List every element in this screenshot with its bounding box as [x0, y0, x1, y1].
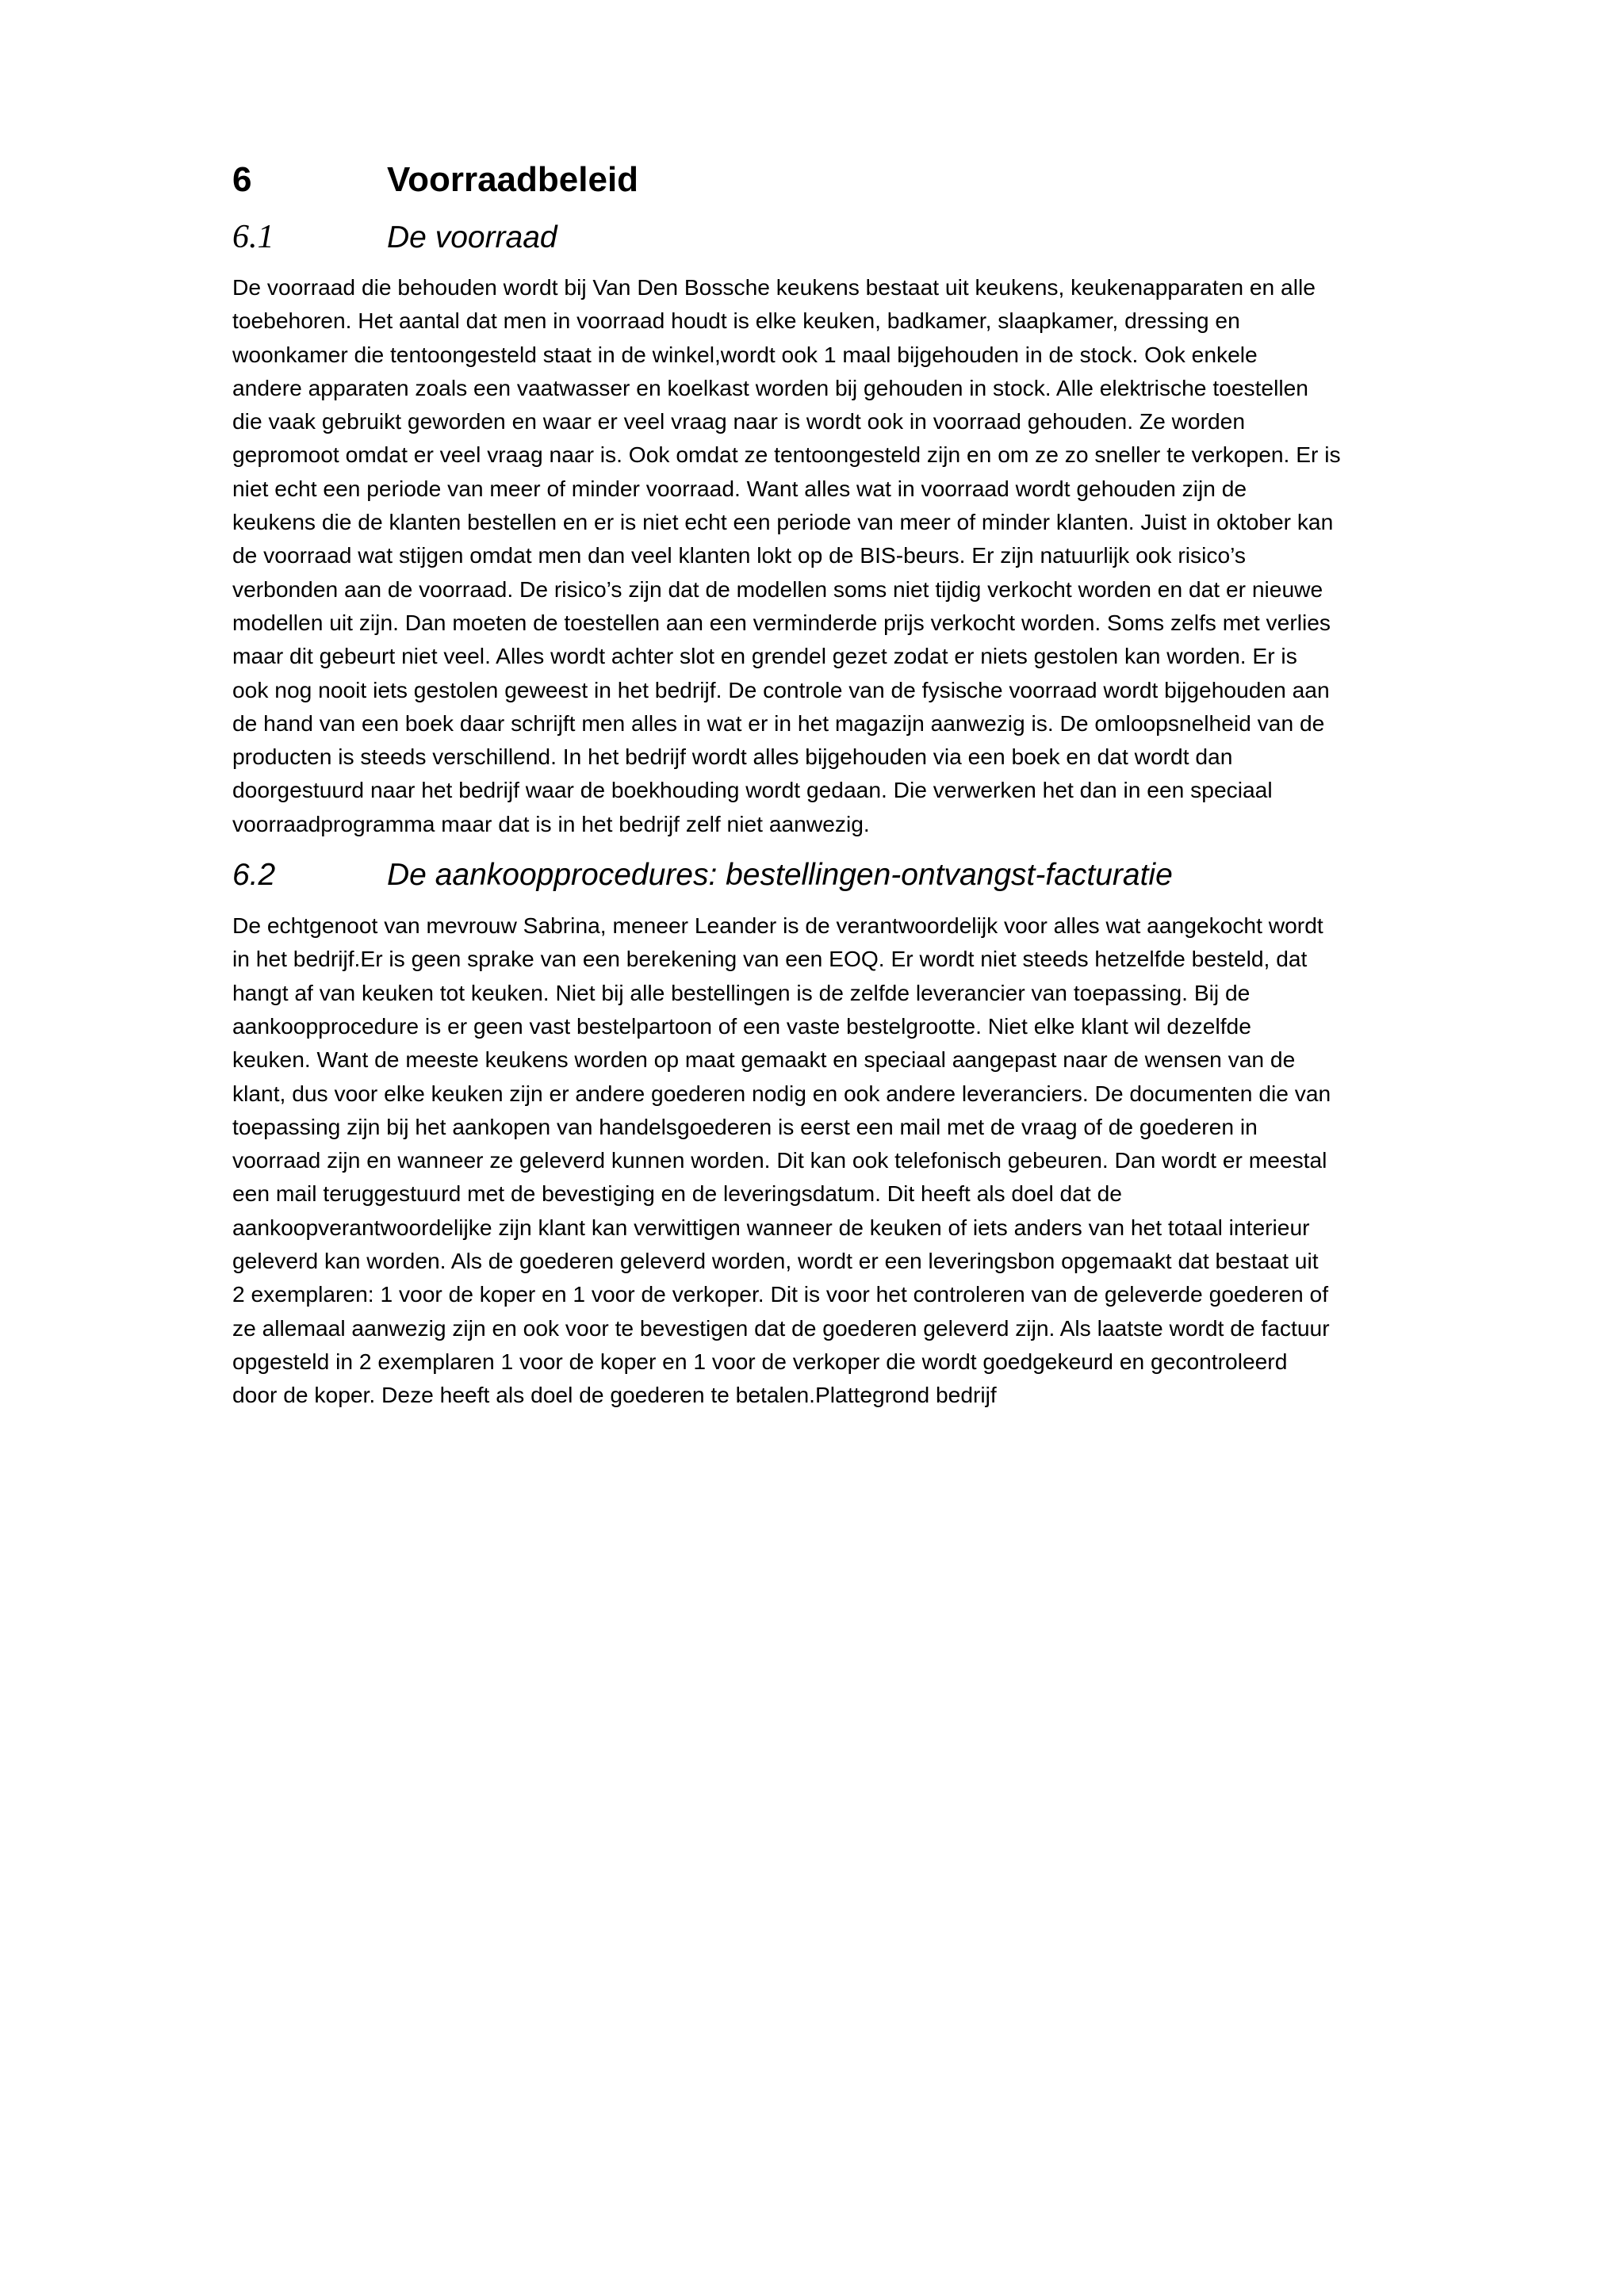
text-line: de hand van een boek daar schrijft men alles in wat er in het magazijn aanwezig is. De omloopsnelheid van de — [232, 710, 1325, 736]
section-number: 6.2 — [232, 858, 276, 893]
section-heading-6-2 — [232, 853, 1477, 897]
text-line: een mail teruggestuurd met de bevestiging en de leveringsdatum. Dit heeft als doel dat de — [232, 1181, 1122, 1207]
document-page — [232, 155, 1477, 1412]
text-line: gepromoot omdat er veel vraag naar is. Ook omdat ze tentoongesteld zijn en om ze zo sneller te verkopen. Er is — [232, 442, 1341, 468]
section-title: De voorraad — [387, 220, 557, 254]
chapter-number: 6 — [232, 160, 252, 199]
text-line: maar dit gebeurt niet veel. Alles wordt achter slot en grendel gezet zodat er niets gestolen kan worden. Er is — [232, 643, 1297, 669]
text-line: in het bedrijf.Er is geen sprake van een berekening van een EOQ. Er wordt niet steeds hetzelfde besteld, dat — [232, 946, 1308, 972]
text-line: niet echt een periode van meer of minder voorraad. Want alles wat in voorraad wordt gehouden zijn de — [232, 475, 1247, 501]
text-line: De echtgenoot van mevrouw Sabrina, meneer Leander is de verantwoordelijk voor alles wat aangekocht wordt — [232, 913, 1323, 939]
text-line: door de koper. Deze heeft als doel de goederen te betalen.Plattegrond bedrijf — [232, 1382, 997, 1408]
text-line: modellen uit zijn. Dan moeten de toestellen aan een verminderde prijs verkocht worden. Soms zelfs met verlies — [232, 609, 1331, 635]
chapter-title: Voorraadbeleid — [387, 160, 639, 199]
text-line: keuken. Want de meeste keukens worden op maat gemaakt en speciaal aangepast naar de wensen van de — [232, 1047, 1296, 1073]
chapter-heading — [232, 155, 1477, 205]
text-line: andere apparaten zoals een vaatwasser en koelkast worden bij gehouden in stock. Alle elektrische toestellen — [232, 374, 1308, 400]
section-6-1-paragraph — [232, 270, 1477, 840]
text-line: aankoopverantwoordelijke zijn klant kan verwittigen wanneer de keuken of iets anders van het totaal interieur — [232, 1214, 1310, 1240]
text-line: voorraadprogramma maar dat is in het bedrijf zelf niet aanwezig. — [232, 810, 870, 836]
text-line: producten is steeds verschillend. In het bedrijf wordt alles bijgehouden via een boek en dat wordt dan — [232, 744, 1233, 770]
text-line: opgesteld in 2 exemplaren 1 voor de koper en 1 voor de verkoper die wordt goedgekeurd en gecontroleerd — [232, 1348, 1288, 1374]
text-line: ze allemaal aanwezig zijn en ook voor te bevestigen dat de goederen geleverd zijn. Als laatste wordt de factuur — [232, 1314, 1330, 1341]
section-number: 6.1 — [232, 219, 274, 255]
text-line: verbonden aan de voorraad. De risico’s zijn dat de modellen soms niet tijdig verkocht worden en dat er nieuwe — [232, 576, 1323, 602]
text-line: toebehoren. Het aantal dat men in voorraad houdt is elke keuken, badkamer, slaapkamer, dressing en — [232, 308, 1240, 334]
text-line: geleverd kan worden. Als de goederen geleverd worden, wordt er een leveringsbon opgemaakt dat bestaat uit — [232, 1248, 1319, 1274]
section-6-2-paragraph — [232, 909, 1477, 1411]
section-title: De aankoopprocedures: bestellingen-ontvangst-facturatie — [387, 858, 1173, 893]
text-line: klant, dus voor elke keuken zijn er andere goederen nodig en ook andere leveranciers. De documenten die van — [232, 1080, 1331, 1106]
text-line: die vaak gebruikt geworden en waar er veel vraag naar is wordt ook in voorraad gehouden. Ze worden — [232, 408, 1246, 434]
text-line: De voorraad die behouden wordt bij Van Den Bossche keukens bestaat uit keukens, keukenapparaten en alle — [232, 274, 1316, 300]
text-line: woonkamer die tentoongesteld staat in de winkel,wordt ook 1 maal bijgehouden in de stock. Ook enkele — [232, 341, 1258, 367]
text-line: voorraad zijn en wanneer ze geleverd kunnen worden. Dit kan ook telefonisch gebeuren. Dan wordt er meestal — [232, 1147, 1327, 1173]
text-line: doorgestuurd naar het bedrijf waar de boekhouding wordt gedaan. Die verwerken het dan in een speciaal — [232, 777, 1273, 803]
text-line: ook nog nooit iets gestolen geweest in het bedrijf. De controle van de fysische voorraad wordt bijgehouden aan — [232, 676, 1330, 702]
text-line: de voorraad wat stijgen omdat men dan veel klanten lokt op de BIS-beurs. Er zijn natuurlijk ook risico’s — [232, 542, 1246, 568]
text-line: 2 exemplaren: 1 voor de koper en 1 voor de verkoper. Dit is voor het controleren van de geleverde goederen of — [232, 1281, 1329, 1307]
text-line: toepassing zijn bij het aankopen van handelsgoederen is eerst een mail met de vraag of de goederen in — [232, 1113, 1258, 1139]
text-line: hangt af van keuken tot keuken. Niet bij alle bestellingen is de zelfde leverancier van toepassing. Bij de — [232, 979, 1251, 1005]
text-line: aankoopprocedure is er geen vast bestelpartoon of een vaste bestelgrootte. Niet elke klant wil dezelfde — [232, 1012, 1251, 1039]
section-heading-6-1 — [232, 215, 1477, 259]
text-line: keukens die de klanten bestellen en er is niet echt een periode van meer of minder klanten. Juist in oktober kan — [232, 509, 1334, 535]
